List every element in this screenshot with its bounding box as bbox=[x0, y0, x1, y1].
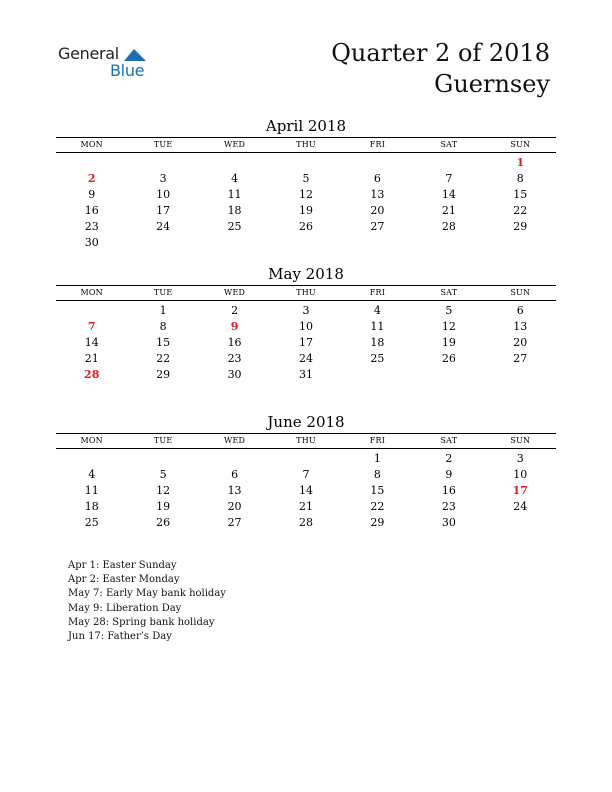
holiday-note: May 28: Spring bank holiday bbox=[68, 616, 215, 628]
empty-day-cell bbox=[56, 303, 127, 319]
day-cell: 29 bbox=[156, 368, 171, 381]
day-cell: 12 bbox=[156, 484, 171, 497]
title-quarter: Quarter 2 of 2018 bbox=[331, 39, 550, 67]
day-cell: 24 bbox=[156, 220, 171, 233]
day-cell: 27 bbox=[513, 352, 528, 365]
day-cell: 11 bbox=[370, 320, 385, 333]
day-cell: 14 bbox=[441, 188, 456, 201]
day-cell: 26 bbox=[298, 220, 313, 233]
day-cell: 12 bbox=[441, 320, 456, 333]
empty-day-cell bbox=[270, 451, 341, 467]
weekday-header: THU bbox=[296, 288, 316, 297]
holiday-day-cell: 7 bbox=[87, 320, 96, 333]
month-april bbox=[56, 117, 556, 251]
week-row bbox=[56, 335, 556, 351]
day-cell: 2 bbox=[445, 452, 453, 465]
day-cell: 5 bbox=[445, 304, 453, 317]
empty-day-cell bbox=[56, 155, 127, 171]
day-cell: 9 bbox=[445, 468, 453, 481]
day-cell: 25 bbox=[227, 220, 242, 233]
weekday-header: SAT bbox=[440, 140, 458, 149]
weekday-header: SUN bbox=[510, 436, 531, 445]
day-cell: 13 bbox=[513, 320, 528, 333]
day-cell: 18 bbox=[227, 204, 242, 217]
empty-day-cell bbox=[413, 155, 484, 171]
weekday-header: FRI bbox=[369, 436, 386, 445]
day-cell: 23 bbox=[227, 352, 242, 365]
day-cell: 15 bbox=[513, 188, 528, 201]
empty-day-cell bbox=[127, 235, 198, 251]
holiday-note: Apr 2: Easter Monday bbox=[68, 574, 180, 586]
logo-text-general: General bbox=[58, 44, 119, 63]
day-cell: 5 bbox=[302, 172, 310, 185]
day-cell: 30 bbox=[441, 516, 456, 529]
empty-day-cell bbox=[485, 515, 556, 531]
day-cell: 9 bbox=[88, 188, 96, 201]
weekday-header: TUE bbox=[153, 140, 173, 149]
day-cell: 15 bbox=[156, 336, 171, 349]
day-cell: 24 bbox=[513, 500, 528, 513]
day-cell: 1 bbox=[373, 452, 381, 465]
day-cell: 10 bbox=[298, 320, 313, 333]
weekday-header: WED bbox=[224, 436, 246, 445]
weekday-header: WED bbox=[224, 140, 246, 149]
day-cell: 8 bbox=[516, 172, 524, 185]
day-cell: 21 bbox=[84, 352, 99, 365]
weekday-header: SAT bbox=[440, 436, 458, 445]
day-cell: 17 bbox=[298, 336, 313, 349]
weekday-header-row bbox=[56, 137, 556, 153]
day-cell: 28 bbox=[298, 516, 313, 529]
empty-day-cell bbox=[199, 155, 270, 171]
day-cell: 14 bbox=[298, 484, 313, 497]
week-row bbox=[56, 303, 556, 319]
day-cell: 26 bbox=[156, 516, 171, 529]
day-cell: 21 bbox=[298, 500, 313, 513]
week-row bbox=[56, 451, 556, 467]
day-cell: 18 bbox=[84, 500, 99, 513]
week-row bbox=[56, 367, 556, 383]
holiday-note: Jun 17: Father’s Day bbox=[68, 631, 172, 643]
day-cell: 20 bbox=[513, 336, 528, 349]
weekday-header: THU bbox=[296, 436, 316, 445]
empty-day-cell bbox=[342, 367, 413, 383]
day-cell: 13 bbox=[370, 188, 385, 201]
holiday-note: May 7: Early May bank holiday bbox=[68, 588, 226, 600]
week-row bbox=[56, 515, 556, 531]
day-cell: 13 bbox=[227, 484, 242, 497]
weekday-header: FRI bbox=[369, 288, 386, 297]
day-cell: 29 bbox=[370, 516, 385, 529]
weeks-grid bbox=[56, 451, 556, 531]
day-cell: 27 bbox=[227, 516, 242, 529]
week-row bbox=[56, 203, 556, 219]
empty-day-cell bbox=[485, 235, 556, 251]
day-cell: 14 bbox=[84, 336, 99, 349]
weekday-header: SUN bbox=[510, 288, 531, 297]
day-cell: 16 bbox=[227, 336, 242, 349]
empty-day-cell bbox=[270, 235, 341, 251]
weekday-header: MON bbox=[80, 436, 103, 445]
week-row bbox=[56, 235, 556, 251]
day-cell: 11 bbox=[84, 484, 99, 497]
empty-day-cell bbox=[342, 235, 413, 251]
week-row bbox=[56, 219, 556, 235]
day-cell: 16 bbox=[84, 204, 99, 217]
day-cell: 22 bbox=[370, 500, 385, 513]
weeks-grid bbox=[56, 303, 556, 383]
holiday-day-cell: 9 bbox=[230, 320, 239, 333]
empty-day-cell bbox=[127, 155, 198, 171]
empty-day-cell bbox=[199, 451, 270, 467]
title-country: Guernsey bbox=[434, 70, 550, 98]
day-cell: 25 bbox=[370, 352, 385, 365]
day-cell: 27 bbox=[370, 220, 385, 233]
day-cell: 8 bbox=[159, 320, 167, 333]
day-cell: 3 bbox=[302, 304, 310, 317]
day-cell: 6 bbox=[373, 172, 381, 185]
empty-day-cell bbox=[270, 155, 341, 171]
logo-triangle-icon bbox=[124, 47, 146, 61]
day-cell: 23 bbox=[441, 500, 456, 513]
weekday-header-row bbox=[56, 285, 556, 301]
day-cell: 5 bbox=[159, 468, 167, 481]
day-cell: 31 bbox=[298, 368, 313, 381]
weekday-header: SUN bbox=[510, 140, 531, 149]
day-cell: 6 bbox=[516, 304, 524, 317]
day-cell: 7 bbox=[302, 468, 310, 481]
day-cell: 8 bbox=[373, 468, 381, 481]
day-cell: 6 bbox=[231, 468, 239, 481]
day-cell: 11 bbox=[227, 188, 242, 201]
holiday-notes bbox=[68, 559, 226, 644]
day-cell: 16 bbox=[441, 484, 456, 497]
day-cell: 4 bbox=[373, 304, 381, 317]
day-cell: 2 bbox=[231, 304, 239, 317]
holiday-day-cell: 17 bbox=[512, 484, 528, 497]
day-cell: 19 bbox=[441, 336, 456, 349]
day-cell: 20 bbox=[370, 204, 385, 217]
week-row bbox=[56, 467, 556, 483]
weekday-header: THU bbox=[296, 140, 316, 149]
day-cell: 20 bbox=[227, 500, 242, 513]
day-cell: 12 bbox=[298, 188, 313, 201]
weeks-grid bbox=[56, 155, 556, 251]
week-row bbox=[56, 171, 556, 187]
weekday-header: MON bbox=[80, 288, 103, 297]
month-title: June 2018 bbox=[267, 413, 345, 431]
day-cell: 30 bbox=[227, 368, 242, 381]
page-title bbox=[331, 38, 550, 100]
holiday-day-cell: 28 bbox=[84, 368, 100, 381]
day-cell: 17 bbox=[156, 204, 171, 217]
day-cell: 4 bbox=[231, 172, 239, 185]
weekday-header-row bbox=[56, 433, 556, 449]
weekday-header: SAT bbox=[440, 288, 458, 297]
day-cell: 24 bbox=[298, 352, 313, 365]
day-cell: 23 bbox=[84, 220, 99, 233]
empty-day-cell bbox=[56, 451, 127, 467]
month-title: April 2018 bbox=[265, 117, 347, 135]
week-row bbox=[56, 483, 556, 499]
month-june bbox=[56, 413, 556, 531]
holiday-day-cell: 2 bbox=[87, 172, 96, 185]
empty-day-cell bbox=[413, 235, 484, 251]
day-cell: 26 bbox=[441, 352, 456, 365]
day-cell: 22 bbox=[156, 352, 171, 365]
weekday-header: FRI bbox=[369, 140, 386, 149]
week-row bbox=[56, 187, 556, 203]
empty-day-cell bbox=[342, 155, 413, 171]
day-cell: 10 bbox=[156, 188, 171, 201]
logo-text-blue: Blue bbox=[110, 61, 145, 80]
holiday-note: May 9: Liberation Day bbox=[68, 602, 182, 614]
week-row bbox=[56, 499, 556, 515]
day-cell: 29 bbox=[513, 220, 528, 233]
day-cell: 3 bbox=[516, 452, 524, 465]
week-row bbox=[56, 155, 556, 171]
generalblue-logo bbox=[58, 44, 168, 84]
empty-day-cell bbox=[127, 451, 198, 467]
holiday-note: Apr 1: Easter Sunday bbox=[68, 560, 177, 571]
day-cell: 30 bbox=[84, 236, 99, 249]
week-row bbox=[56, 319, 556, 335]
day-cell: 28 bbox=[441, 220, 456, 233]
month-title: May 2018 bbox=[268, 265, 344, 283]
weekday-header: TUE bbox=[153, 288, 173, 297]
weekday-header: WED bbox=[224, 288, 246, 297]
empty-day-cell bbox=[413, 367, 484, 383]
day-cell: 7 bbox=[445, 172, 453, 185]
week-row bbox=[56, 351, 556, 367]
day-cell: 4 bbox=[88, 468, 96, 481]
day-cell: 10 bbox=[513, 468, 528, 481]
day-cell: 21 bbox=[441, 204, 456, 217]
weekday-header: MON bbox=[80, 140, 103, 149]
weekday-header: TUE bbox=[153, 436, 173, 445]
day-cell: 22 bbox=[513, 204, 528, 217]
month-may bbox=[56, 265, 556, 383]
day-cell: 1 bbox=[159, 304, 167, 317]
day-cell: 3 bbox=[159, 172, 167, 185]
day-cell: 19 bbox=[298, 204, 313, 217]
holiday-day-cell: 1 bbox=[516, 156, 525, 169]
empty-day-cell bbox=[199, 235, 270, 251]
day-cell: 15 bbox=[370, 484, 385, 497]
day-cell: 18 bbox=[370, 336, 385, 349]
empty-day-cell bbox=[485, 367, 556, 383]
day-cell: 25 bbox=[84, 516, 99, 529]
day-cell: 19 bbox=[156, 500, 171, 513]
